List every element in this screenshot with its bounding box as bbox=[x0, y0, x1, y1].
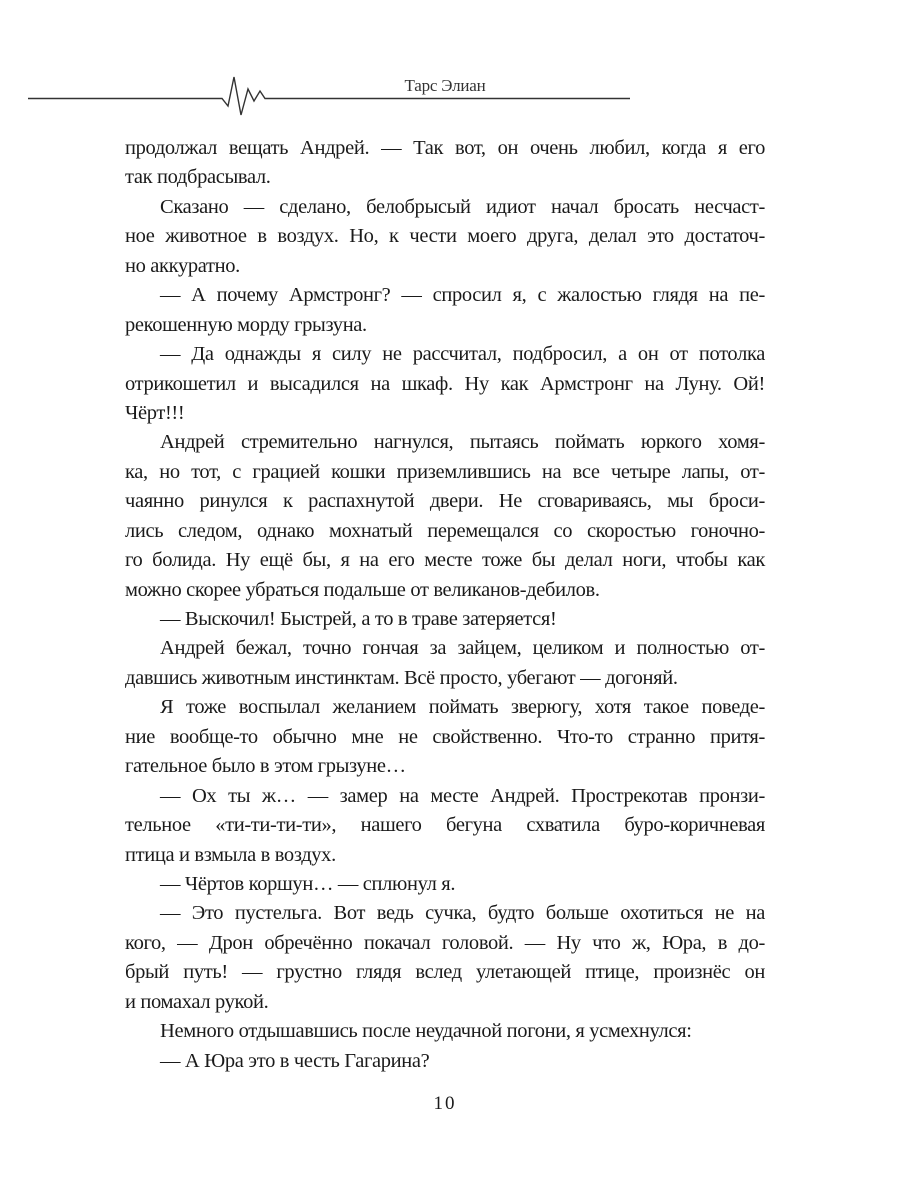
text-line: брый путь! — грустно глядя вслед улетающей птице, произнёс он bbox=[125, 961, 765, 984]
text-line: лись следом, однако мохнатый перемещался со скоростью гоночно- bbox=[125, 519, 765, 542]
heartbeat-rule-ornament bbox=[0, 70, 650, 120]
text-line: — Ох ты ж… — замер на месте Андрей. Прострекотав пронзи- bbox=[160, 784, 765, 807]
text-line: давшись животным инстинктам. Всё просто, убегают — догоняй. bbox=[125, 666, 678, 689]
text-line: — Чёртов коршун… — сплюнул я. bbox=[160, 872, 456, 895]
text-line: кого, — Дрон обречённо покачал головой. — Ну что ж, Юра, в до- bbox=[125, 931, 765, 954]
text-line: так подбрасывал. bbox=[125, 166, 271, 189]
page-number: 10 bbox=[433, 1093, 457, 1114]
text-line: — Выскочил! Быстрей, а то в траве затеряется! bbox=[160, 608, 557, 630]
text-line: — А почему Армстронг? — спросил я, с жалостью глядя на пе- bbox=[160, 284, 765, 307]
text-line: но аккуратно. bbox=[125, 254, 240, 277]
running-head-author: Тарс Элиан bbox=[404, 76, 486, 95]
text-line: — Да однажды я силу не рассчитал, подбросил, а он от потолка bbox=[160, 343, 765, 366]
text-line: отрикошетил и высадился на шкаф. Ну как Армстронг на Луну. Ой! bbox=[125, 372, 765, 395]
text-line: ное животное в воздух. Но, к чести моего друга, делал это достаточ- bbox=[125, 225, 765, 248]
text-line: Я тоже воспылал желанием поймать зверюгу, хотя такое поведе- bbox=[160, 696, 765, 719]
text-line: го болида. Ну ещё бы, я на его месте тоже бы делал ноги, чтобы как bbox=[125, 549, 765, 572]
text-line: рекошенную морду грызуна. bbox=[125, 313, 367, 336]
text-line: ка, но тот, с грацией кошки приземлившись на все четыре лапы, от- bbox=[125, 460, 765, 483]
text-line: — Это пустельга. Вот ведь сучка, будто больше охотиться не на bbox=[160, 902, 765, 925]
text-line: — А Юра это в честь Гагарина? bbox=[160, 1049, 430, 1072]
text-line: продолжал вещать Андрей. — Так вот, он очень любил, когда я его bbox=[125, 137, 765, 159]
text-line: чаянно ринулся к распахнутой двери. Не сговариваясь, мы броси- bbox=[125, 490, 765, 513]
text-line: Андрей стремительно нагнулся, пытаясь поймать юркого хомя- bbox=[160, 431, 765, 454]
text-line: Немного отдышавшись после неудачной погони, я усмехнулся: bbox=[160, 1020, 692, 1043]
text-line: гательное было в этом грызуне… bbox=[125, 755, 406, 778]
text-line: тельное «ти-ти-ти-ти», нашего бегуна схватила буро-коричневая bbox=[125, 814, 765, 837]
text-line: Андрей бежал, точно гончая за зайцем, целиком и полностью от- bbox=[160, 637, 765, 660]
text-line: птица и взмыла в воздух. bbox=[125, 843, 336, 866]
text-line: ние вообще-то обычно мне не свойственно. Что-то странно притя- bbox=[125, 725, 765, 748]
body-text bbox=[125, 134, 765, 1076]
text-line: можно скорее убраться подальше от великанов-дебилов. bbox=[125, 578, 600, 601]
text-line: Сказано — сделано, белобрысый идиот начал бросать несчаст- bbox=[160, 195, 765, 218]
text-line: Чёрт!!! bbox=[125, 401, 185, 424]
text-line: и помахал рукой. bbox=[125, 990, 269, 1013]
